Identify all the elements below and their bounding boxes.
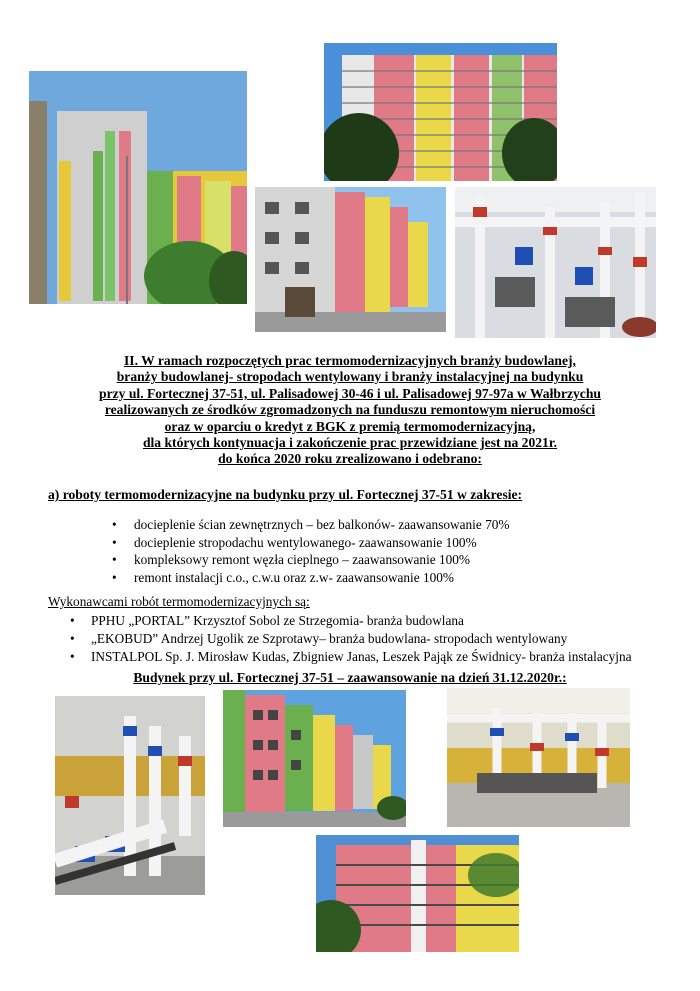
photo-building-gable <box>29 71 247 304</box>
photo-balconies <box>316 835 519 952</box>
list-item <box>112 516 509 534</box>
bullet: • <box>112 569 117 585</box>
photo-pipes-vertical <box>55 696 205 895</box>
list-item-text: remont instalacji c.o., c.w.u oraz z.w- zaawansowanie 100% <box>134 569 454 585</box>
bullet: • <box>112 552 117 567</box>
list-item <box>112 551 509 569</box>
list-item <box>112 534 509 552</box>
heading-line: dla których kontynuacja i zakończenie prac przewidziane jest na 2021r. <box>142 435 558 451</box>
photo-heat-room <box>447 688 630 827</box>
list-item <box>70 612 632 630</box>
heading-line: branży budowlanej- stropodach wentylowany i branży instalacyjnej na budynku <box>116 369 584 385</box>
bullet: • <box>112 517 117 532</box>
scope-title: a) roboty termomodernizacyjne na budynku przy ul. Fortecznej 37-51 w zakresie: <box>48 487 523 502</box>
list-item-text: kompleksowy remont węzła cieplnego – zaawansowanie 100% <box>134 552 471 567</box>
photo-caption: Budynek przy ul. Fortecznej 37-51 – zaawansowanie na dzień 31.12.2020r.: <box>133 670 567 685</box>
list-item-text: PPHU „PORTAL” Krzysztof Sobol ze Strzegomia- branża budowlana <box>91 613 464 628</box>
list-item <box>70 630 632 648</box>
heading-line: II. W ramach rozpoczętych prac termomodernizacyjnych branży budowlanej, <box>124 353 576 368</box>
list-item-text: docieplenie stropodachu wentylowanego- zaawansowanie 100% <box>134 534 477 550</box>
photo-facade-colors <box>223 690 406 827</box>
contractors-title: Wykonawcami robót termomodernizacyjnych są: <box>48 594 310 609</box>
bullet: • <box>112 534 117 550</box>
list-item-text: „EKOBUD” Andrzej Ugolik ze Szprotawy– branża budowlana- stropodach wentylowany <box>91 631 568 647</box>
heading-line: do końca 2020 roku zrealizowano i odebrano: <box>218 451 482 467</box>
contractors-list <box>70 612 632 667</box>
photo-building-tall <box>324 43 557 181</box>
photo-heat-node <box>455 187 656 338</box>
list-item <box>70 648 632 666</box>
section-heading <box>40 353 660 468</box>
bullet: • <box>70 649 75 665</box>
heading-line: przy ul. Fortecznej 37-51, ul. Palisadowej 30-46 i ul. Palisadowej 97-97a w Wałbrzychu <box>99 385 601 401</box>
list-item-text: INSTALPOL Sp. J. Mirosław Kudas, Zbigniew Janas, Leszek Pająk ze Świdnicy- branża instalacyjna <box>91 649 632 665</box>
list-item <box>112 569 509 587</box>
bullet: • <box>70 631 75 647</box>
bullet: • <box>70 613 75 628</box>
heading-line: oraz w oparciu o kredyt z BGK z premią termomodernizacyjną, <box>164 418 536 434</box>
heading-line: realizowanych ze środków zgromadzonych na funduszu remontowym nieruchomości <box>104 402 596 418</box>
photo-building-street <box>255 187 446 332</box>
scope-list <box>112 516 509 586</box>
list-item-text: docieplenie ścian zewnętrznych – bez balkonów- zaawansowanie 70% <box>134 517 510 532</box>
